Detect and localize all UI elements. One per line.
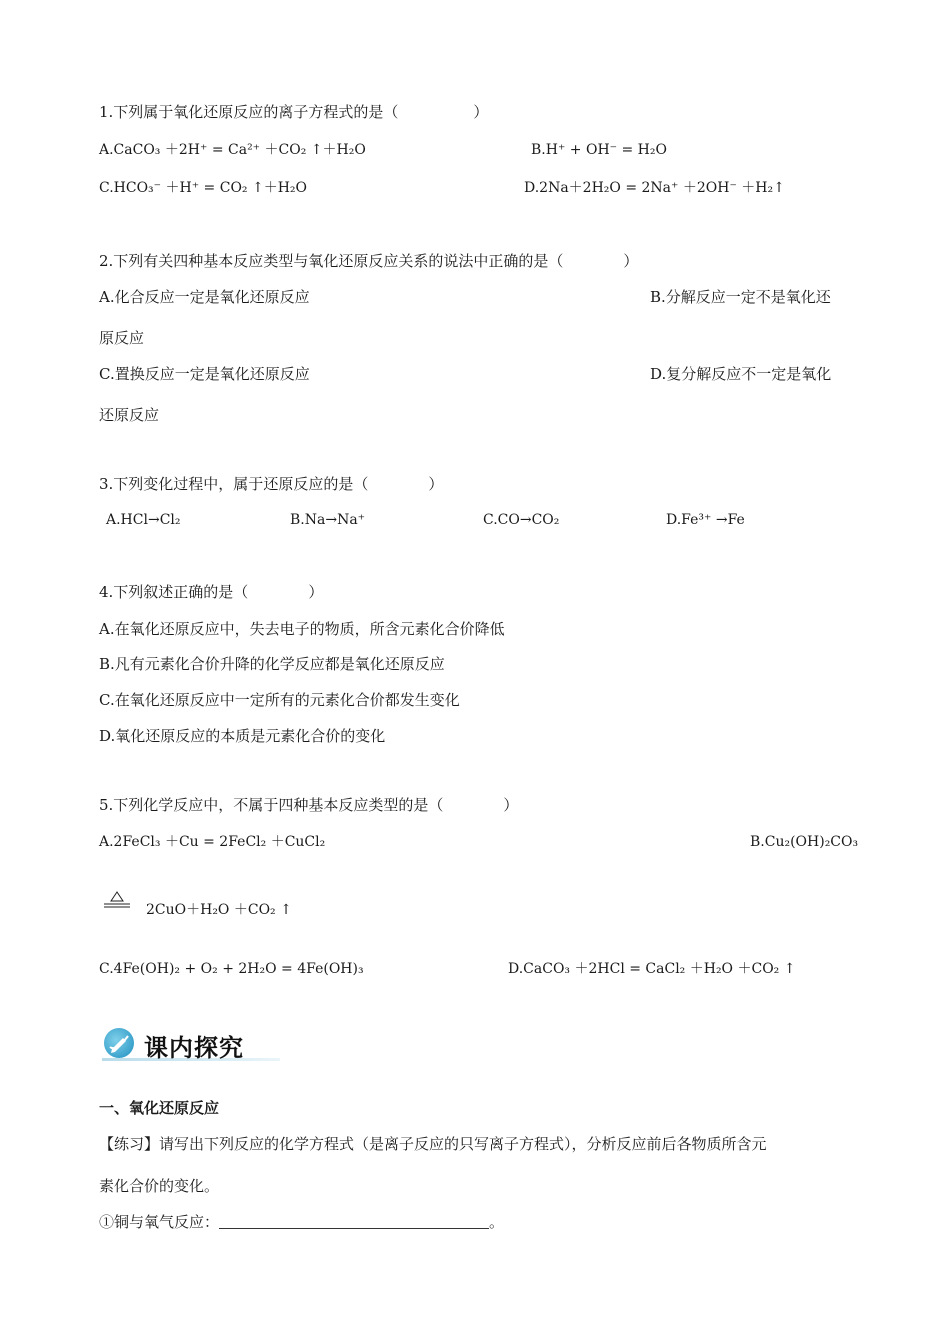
q3-option-c: C.CO→CO₂ — [483, 512, 560, 528]
q4-option-a: A.在氧化还原反应中，失去电子的物质，所含元素化合价降低 — [99, 620, 505, 638]
practice-line1: 【练习】请写出下列反应的化学方程式（是离子反应的只写离子方程式），分析反应前后各物质所含元 — [99, 1135, 767, 1153]
q2-stem: 2.下列有关四种基本反应类型与氧化还原反应关系的说法中正确的是（ ） — [99, 252, 639, 270]
section-banner — [100, 1026, 282, 1064]
q5-option-d: D.CaCO₃ ＋2HCl = CaCl₂ ＋H₂O ＋CO₂ ↑ — [508, 961, 796, 977]
q1-option-c: C.HCO₃⁻ ＋H⁺ = CO₂ ↑＋H₂O — [99, 180, 308, 196]
q1-option-a: A.CaCO₃ ＋2H⁺ = Ca²⁺ ＋CO₂ ↑＋H₂O — [99, 142, 366, 158]
q3-option-b: B.Na→Na⁺ — [290, 512, 366, 528]
q5-stem: 5.下列化学反应中，不属于四种基本反应类型的是（ ） — [99, 796, 519, 814]
q2-option-c: C.置换反应一定是氧化还原反应 — [99, 365, 310, 383]
practice-item1-end: 。 — [489, 1213, 505, 1231]
q2-option-b-line1: B.分解反应一定不是氧化还 — [650, 288, 831, 306]
practice-item1-label: ①铜与氧气反应： — [99, 1213, 220, 1231]
q1-option-b: B.H⁺ + OH⁻ = H₂O — [531, 142, 667, 158]
q3-stem: 3.下列变化过程中，属于还原反应的是（ ） — [99, 475, 444, 493]
q4-option-d: D.氧化还原反应的本质是元素化合价的变化 — [99, 727, 386, 745]
q2-option-d-line1: D.复分解反应不一定是氧化 — [650, 365, 832, 383]
q5-option-b-line2: 2CuO＋H₂O ＋CO₂ ↑ — [146, 902, 292, 918]
q3-option-a: A.HCl→Cl₂ — [106, 512, 181, 528]
q2-option-b-line2: 原反应 — [99, 329, 145, 347]
q4-option-c: C.在氧化还原反应中一定所有的元素化合价都发生变化 — [99, 691, 460, 709]
practice-item1 — [99, 1212, 504, 1232]
q3-option-d: D.Fe³⁺ →Fe — [666, 512, 745, 528]
q2-option-a: A.化合反应一定是氧化还原反应 — [99, 288, 310, 306]
q1-stem: 1.下列属于氧化还原反应的离子方程式的是（ ） — [99, 103, 489, 121]
practice-line2: 素化合价的变化。 — [99, 1177, 220, 1195]
answer-blank[interactable] — [219, 1214, 489, 1229]
section1-title: 一、氧化还原反应 — [99, 1099, 220, 1117]
q5-option-c: C.4Fe(OH)₂ + O₂ + 2H₂O = 4Fe(OH)₃ — [99, 961, 364, 977]
q1-option-d: D.2Na＋2H₂O = 2Na⁺ ＋2OH⁻ ＋H₂↑ — [524, 180, 785, 196]
pencil-icon — [104, 1028, 134, 1058]
section-banner-title: 课内探究 — [144, 1033, 244, 1062]
q5-option-b-line1: B.Cu₂(OH)₂CO₃ — [750, 834, 859, 850]
q2-option-d-line2: 还原反应 — [99, 406, 160, 424]
q4-stem: 4.下列叙述正确的是（ ） — [99, 583, 324, 601]
heating-triangle-icon — [102, 890, 132, 910]
q5-option-a: A.2FeCl₃ ＋Cu = 2FeCl₂ ＋CuCl₂ — [99, 834, 326, 850]
q4-option-b: B.凡有元素化合价升降的化学反应都是氧化还原反应 — [99, 655, 445, 673]
